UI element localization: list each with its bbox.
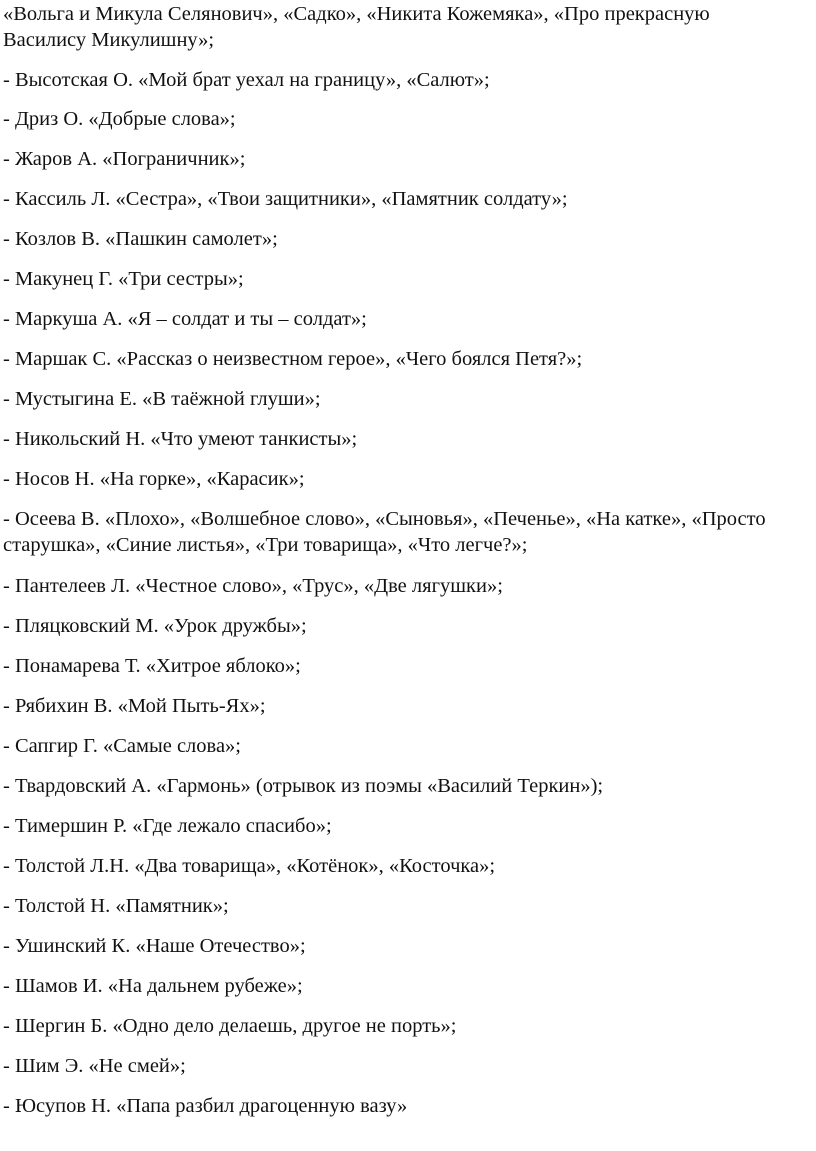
list-item [3, 266, 813, 292]
list-item [3, 933, 813, 959]
list-item [3, 106, 813, 132]
list-item [3, 426, 813, 452]
list-item-line: - Кассиль Л. «Сестра», «Твои защитники», «Памятник солдату»; [3, 188, 568, 210]
list-item-line: - Сапгир Г. «Самые слова»; [3, 735, 241, 757]
list-item-line: - Твардовский А. «Гармонь» (отрывок из поэмы «Василий Теркин»); [3, 775, 604, 797]
list-item [3, 1093, 813, 1119]
list-item-line: - Понамарева Т. «Хитрое яблоко»; [3, 655, 301, 677]
list-item [3, 573, 813, 599]
list-item-line: - Пантелеев Л. «Честное слово», «Трус», «Две лягушки»; [3, 575, 503, 597]
list-item [3, 1013, 813, 1039]
list-item-line: - Высотская О. «Мой брат уехал на границу», «Салют»; [3, 69, 490, 91]
list-item [3, 653, 813, 679]
list-item-line: «Вольга и Микула Селянович», «Садко», «Никита Кожемяка», «Про прекрасную [3, 3, 710, 25]
list-item [3, 733, 813, 759]
list-item [3, 693, 813, 719]
list-item-line: - Толстой Л.Н. «Два товарища», «Котёнок», «Косточка»; [3, 855, 496, 877]
list-item [3, 466, 813, 492]
list-item [3, 853, 813, 879]
list-item [3, 1053, 813, 1079]
list-item-line: - Никольский Н. «Что умеют танкисты»; [3, 428, 358, 450]
list-item [3, 386, 813, 412]
list-item-line: - Рябихин В. «Мой Пыть-Ях»; [3, 695, 266, 717]
list-item-line: - Дриз О. «Добрые слова»; [3, 108, 236, 130]
list-item [3, 506, 813, 558]
list-item-line: - Юсупов Н. «Папа разбил драгоценную вазу» [3, 1095, 408, 1117]
list-item-line: - Жаров А. «Пограничник»; [3, 148, 246, 170]
list-item-line: - Маршак С. «Рассказ о неизвестном герое», «Чего боялся Петя?»; [3, 348, 583, 370]
list-item [3, 813, 813, 839]
list-item-line: - Толстой Н. «Памятник»; [3, 895, 229, 917]
list-item [3, 973, 813, 999]
list-item [3, 346, 813, 372]
list-item [3, 773, 813, 799]
list-item-line: - Ушинский К. «Наше Отечество»; [3, 935, 306, 957]
list-item-line: - Шамов И. «На дальнем рубеже»; [3, 975, 303, 997]
list-item [3, 893, 813, 919]
list-item-line: - Шим Э. «Не смей»; [3, 1055, 186, 1077]
list-item-line: старушка», «Синие листья», «Три товарища», «Что легче?»; [3, 534, 528, 556]
list-item-line: - Шергин Б. «Одно дело делаешь, другое не порть»; [3, 1015, 457, 1037]
list-item-line: - Носов Н. «На горке», «Карасик»; [3, 468, 305, 490]
list-item [3, 306, 813, 332]
list-item [3, 613, 813, 639]
list-item-line: - Тимершин Р. «Где лежало спасибо»; [3, 815, 332, 837]
list-item [3, 226, 813, 252]
list-item-line: - Козлов В. «Пашкин самолет»; [3, 228, 278, 250]
list-item-line: - Мустыгина Е. «В таёжной глуши»; [3, 388, 321, 410]
list-item [3, 146, 813, 172]
list-item-line: - Маркуша А. «Я – солдат и ты – солдат»; [3, 308, 367, 330]
list-item [3, 1, 813, 53]
list-item-line: - Макунец Г. «Три сестры»; [3, 268, 244, 290]
list-item-line: - Пляцковский М. «Урок дружбы»; [3, 615, 307, 637]
list-item-line: Василису Микулишну»; [3, 29, 215, 51]
list-item [3, 67, 813, 93]
list-item [3, 186, 813, 212]
list-item-line: - Осеева В. «Плохо», «Волшебное слово», «Сыновья», «Печенье», «На катке», «Просто [3, 508, 766, 530]
